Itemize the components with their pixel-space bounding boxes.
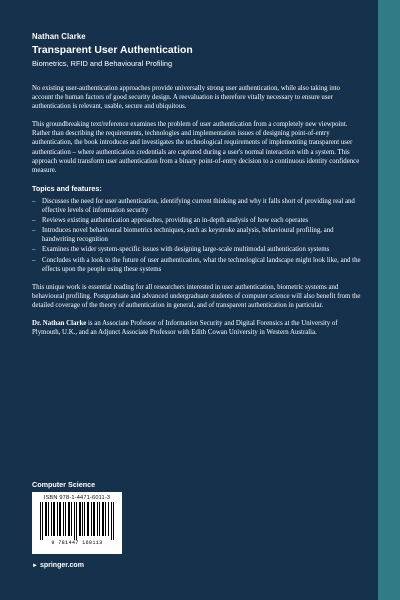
barcode-number: 9 781447 160113 <box>51 540 103 546</box>
bio-author-name: Dr. Nathan Clarke <box>32 319 87 327</box>
topic-item: – Discusses the need for user authentication, identifying current thinking and why it falls short of providing real and effective levels of information security <box>32 197 362 215</box>
author-name: Nathan Clarke <box>32 32 86 41</box>
isbn-barcode <box>32 492 122 554</box>
topic-item: – Examines the wider system-specific issues with designing large-scale multimodal authentication systems <box>32 245 362 254</box>
topics-heading: Topics and features: <box>32 183 102 193</box>
topics-list <box>32 197 362 274</box>
topic-item: – Concludes with a look to the future of user authentication, what the technological landscape might look like, and the effects upon the people using these systems <box>32 256 362 274</box>
bio-text: is an Associate Professor of Information Security and Digital Forensics at the University of Plymouth, U.K., and an Adjunct Associate Professor with Edith Cowan University in Western Australia. <box>32 319 338 337</box>
topic-item: – Reviews existing authentication approaches, providing an in-depth analysis of how each operates <box>32 216 362 225</box>
description-paragraph: This groundbreaking text/reference examines the problem of user authentication from a completely new viewpoint. Rather than describing the requirements, technologies and implementation issues of designing point-of-entry authentication, the book introduces and investigates the technological requirements of implementing transparent user authentication – where authentication credentials are captured during a user's normal interaction with a system. This approach would transform user authentication from a binary point-of-entry decision to a continuous identity confidence measure. <box>32 121 360 174</box>
arrow-right-icon: ► <box>32 563 38 569</box>
closing-paragraph: This unique work is essential reading for all researchers interested in user authentication, biometric systems and behavioural profiling. Postgraduate and advanced undergraduate students of computer science will also benefit from the detailed coverage of the theory of authentication in general, and of transparent authentication in particular. <box>32 283 361 309</box>
spine-accent-strip <box>378 0 400 600</box>
intro-paragraph: No existing user-authentication approaches provide universally strong user authentication, while also taking into account the human factors of good security design. A reevaluation is therefore vitally necessary to ensure user authentication is relevant, usable, secure and ubiquitous. <box>32 85 340 111</box>
isbn-text: ISBN 978-1-4471-6011-3 <box>43 495 111 501</box>
publisher-url[interactable]: springer.com <box>39 562 84 569</box>
cover-header <box>32 32 360 68</box>
publisher-link[interactable] <box>32 562 84 569</box>
author-bio <box>32 319 362 337</box>
book-title: Transparent User Authentication <box>32 45 193 56</box>
blurb <box>32 84 362 346</box>
barcode-icon <box>38 502 116 540</box>
category-label: Computer Science <box>32 480 96 489</box>
book-subtitle: Biometrics, RFID and Behavioural Profiling <box>32 59 173 68</box>
topic-item: – Introduces novel behavioural biometrics techniques, such as keystroke analysis, behavioural profiling, and handwriting recognition <box>32 226 362 244</box>
